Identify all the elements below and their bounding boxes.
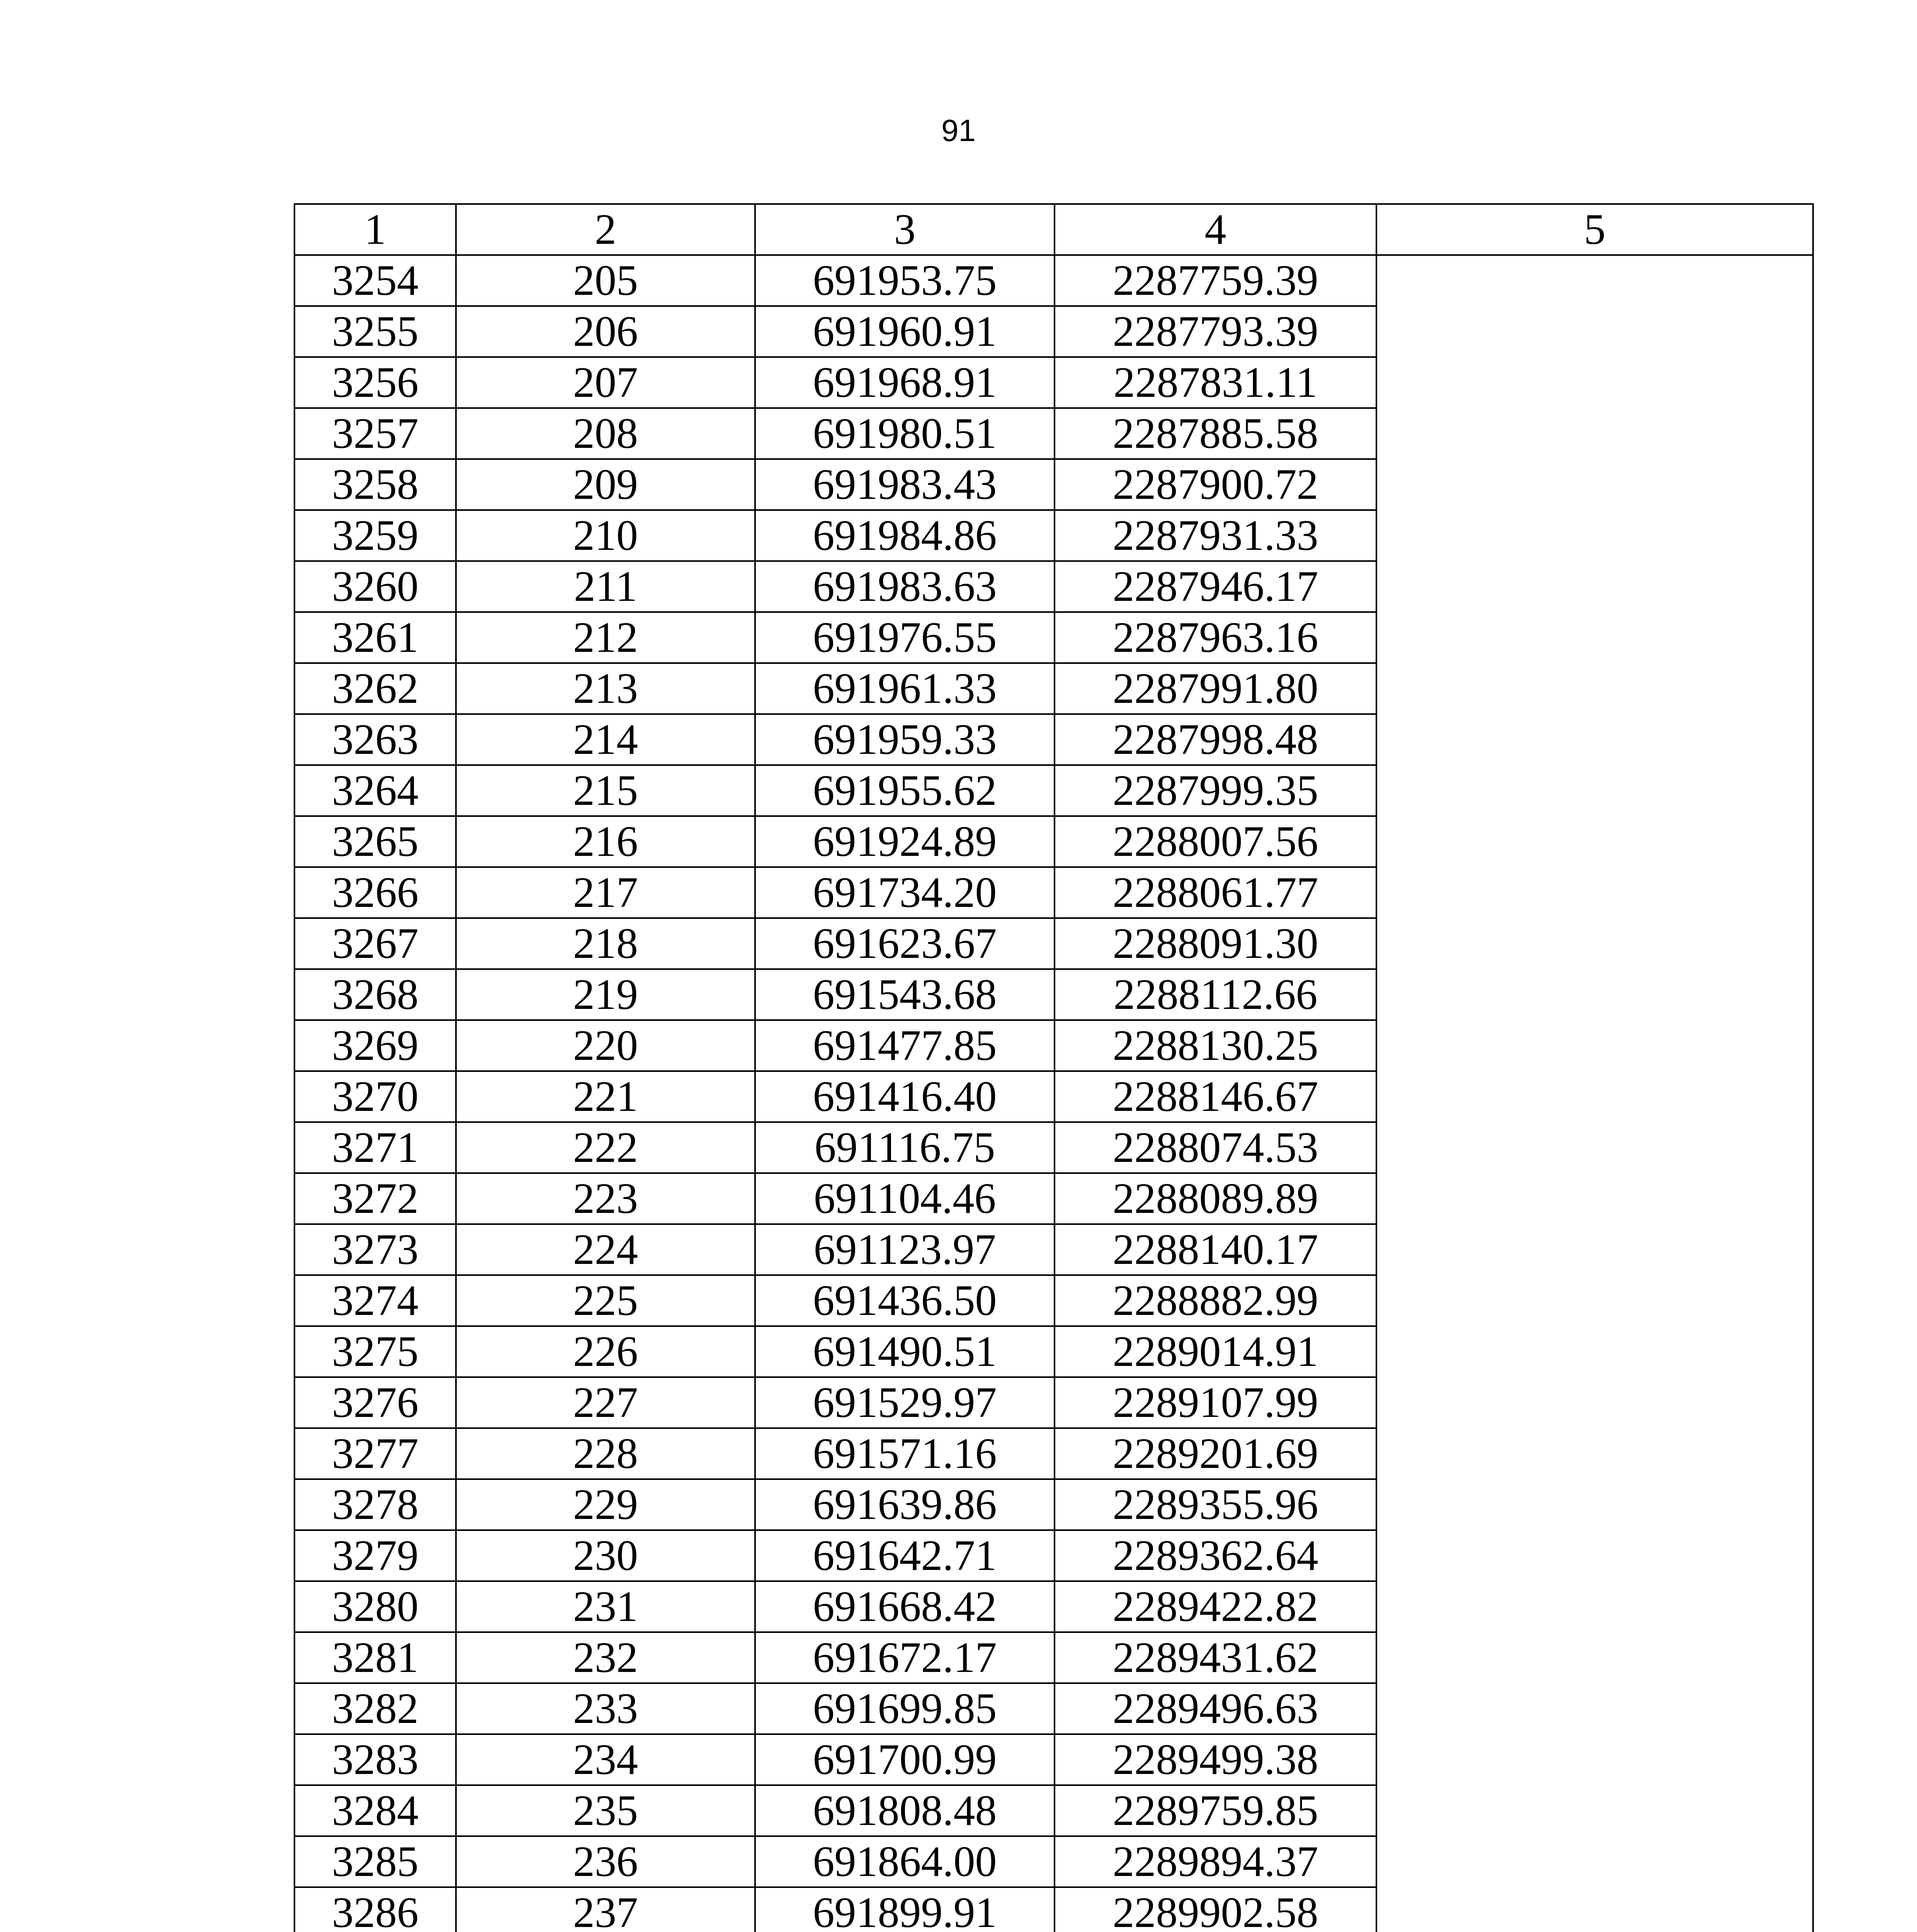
table-cell-col-1: 3261 bbox=[294, 612, 456, 663]
table-cell-col-4: 2289759.85 bbox=[1055, 1785, 1376, 1836]
table-cell-col-1: 3272 bbox=[294, 1173, 456, 1224]
table-cell-col-2: 226 bbox=[456, 1326, 755, 1377]
table-cell-col-1: 3264 bbox=[294, 765, 456, 816]
table-cell-col-2: 218 bbox=[456, 918, 755, 969]
table-cell-col-4: 2288061.77 bbox=[1055, 867, 1376, 918]
table-cell-col-1: 3263 bbox=[294, 714, 456, 765]
table-cell-col-2: 236 bbox=[456, 1836, 755, 1887]
table-cell-col-2: 222 bbox=[456, 1122, 755, 1173]
table-cell-col-3: 691543.68 bbox=[755, 969, 1055, 1020]
table-cell-col-4: 2287998.48 bbox=[1055, 714, 1376, 765]
table-cell-col-4: 2289362.64 bbox=[1055, 1530, 1376, 1581]
table-cell-col-4: 2289014.91 bbox=[1055, 1326, 1376, 1377]
table-cell-col-2: 235 bbox=[456, 1785, 755, 1836]
table-cell-col-1: 3276 bbox=[294, 1377, 456, 1428]
table-cell-col-1: 3260 bbox=[294, 561, 456, 612]
table-cell-col-4: 2288089.89 bbox=[1055, 1173, 1376, 1224]
table-cell-col-1: 3259 bbox=[294, 510, 456, 561]
table-cell-col-1: 3257 bbox=[294, 408, 456, 459]
table-cell-col-4: 2289499.38 bbox=[1055, 1734, 1376, 1785]
table-cell-col-2: 229 bbox=[456, 1479, 755, 1530]
header-col-2: 2 bbox=[456, 204, 755, 255]
table-cell-col-3: 691116.75 bbox=[755, 1122, 1055, 1173]
table-cell-col-4: 2289355.96 bbox=[1055, 1479, 1376, 1530]
table-cell-col-2: 227 bbox=[456, 1377, 755, 1428]
table-cell-col-1: 3283 bbox=[294, 1734, 456, 1785]
table-cell-col-3: 691668.42 bbox=[755, 1581, 1055, 1632]
table-cell-col-1: 3286 bbox=[294, 1887, 456, 1932]
table-cell-col-2: 221 bbox=[456, 1071, 755, 1122]
table-cell-col-1: 3275 bbox=[294, 1326, 456, 1377]
table-cell-col-3: 691477.85 bbox=[755, 1020, 1055, 1071]
table-cell-col-3: 691983.43 bbox=[755, 459, 1055, 510]
table-cell-col-1: 3256 bbox=[294, 357, 456, 408]
table-cell-col-1: 3270 bbox=[294, 1071, 456, 1122]
table-cell-col-4: 2289902.58 bbox=[1055, 1887, 1376, 1932]
page-number: 91 bbox=[941, 113, 976, 148]
table-cell-col-4: 2287793.39 bbox=[1055, 306, 1376, 357]
table-cell-col-3: 691123.97 bbox=[755, 1224, 1055, 1275]
table-cell-col-2: 210 bbox=[456, 510, 755, 561]
table-cell-col-2: 231 bbox=[456, 1581, 755, 1632]
table-cell-col-3: 691699.85 bbox=[755, 1683, 1055, 1734]
table-cell-col-1: 3268 bbox=[294, 969, 456, 1020]
table-cell-col-3: 691672.17 bbox=[755, 1632, 1055, 1683]
table-cell-col-4: 2288146.67 bbox=[1055, 1071, 1376, 1122]
table-cell-col-2: 220 bbox=[456, 1020, 755, 1071]
table-cell-col-4: 2289422.82 bbox=[1055, 1581, 1376, 1632]
table-cell-col-3: 691623.67 bbox=[755, 918, 1055, 969]
table-cell-col-3: 691529.97 bbox=[755, 1377, 1055, 1428]
table-cell-col-1: 3274 bbox=[294, 1275, 456, 1326]
table-cell-col-3: 691639.86 bbox=[755, 1479, 1055, 1530]
table-cell-col-3: 691953.75 bbox=[755, 255, 1055, 306]
header-col-1: 1 bbox=[294, 204, 456, 255]
table-cell-col-2: 233 bbox=[456, 1683, 755, 1734]
table-cell-col-2: 216 bbox=[456, 816, 755, 867]
table-cell-col-2: 213 bbox=[456, 663, 755, 714]
table-cell-col-4: 2287946.17 bbox=[1055, 561, 1376, 612]
table-cell-col-2: 225 bbox=[456, 1275, 755, 1326]
table-cell-col-4: 2288112.66 bbox=[1055, 969, 1376, 1020]
table-cell-col-2: 224 bbox=[456, 1224, 755, 1275]
table-cell-col-3: 691961.33 bbox=[755, 663, 1055, 714]
table-cell-col-2: 217 bbox=[456, 867, 755, 918]
table-cell-col-4: 2289496.63 bbox=[1055, 1683, 1376, 1734]
table-cell-col-2: 208 bbox=[456, 408, 755, 459]
table-cell-col-1: 3279 bbox=[294, 1530, 456, 1581]
header-col-5: 5 bbox=[1376, 204, 1813, 255]
table-cell-col-4: 2287759.39 bbox=[1055, 255, 1376, 306]
header-col-3: 3 bbox=[755, 204, 1055, 255]
table-cell-col-4: 2288007.56 bbox=[1055, 816, 1376, 867]
table-cell-col-1: 3280 bbox=[294, 1581, 456, 1632]
table-body bbox=[294, 255, 1813, 1932]
table-cell-col-4: 2289201.69 bbox=[1055, 1428, 1376, 1479]
table-cell-col-2: 212 bbox=[456, 612, 755, 663]
table-cell-col-4: 2288130.25 bbox=[1055, 1020, 1376, 1071]
table-cell-col-3: 691642.71 bbox=[755, 1530, 1055, 1581]
table-cell-col-2: 215 bbox=[456, 765, 755, 816]
table-cell-col-1: 3278 bbox=[294, 1479, 456, 1530]
table-cell-col-1: 3265 bbox=[294, 816, 456, 867]
table-cell-col-1: 3282 bbox=[294, 1683, 456, 1734]
table-cell-col-4: 2288140.17 bbox=[1055, 1224, 1376, 1275]
table-cell-col-1: 3284 bbox=[294, 1785, 456, 1836]
table-cell-col-4: 2288882.99 bbox=[1055, 1275, 1376, 1326]
table-cell-col-2: 234 bbox=[456, 1734, 755, 1785]
table-cell-col-4: 2287991.80 bbox=[1055, 663, 1376, 714]
table-cell-col-1: 3266 bbox=[294, 867, 456, 918]
table-cell-col-5 bbox=[1376, 255, 1813, 1932]
table-cell-col-4: 2289431.62 bbox=[1055, 1632, 1376, 1683]
header-col-4: 4 bbox=[1055, 204, 1376, 255]
table-cell-col-1: 3273 bbox=[294, 1224, 456, 1275]
table-cell-col-3: 691984.86 bbox=[755, 510, 1055, 561]
table-cell-col-4: 2288074.53 bbox=[1055, 1122, 1376, 1173]
table-cell-col-1: 3281 bbox=[294, 1632, 456, 1683]
table-cell-col-4: 2289107.99 bbox=[1055, 1377, 1376, 1428]
table-cell-col-4: 2287885.58 bbox=[1055, 408, 1376, 459]
table-cell-col-3: 691959.33 bbox=[755, 714, 1055, 765]
table-cell-col-2: 206 bbox=[456, 306, 755, 357]
table-cell-col-3: 691924.89 bbox=[755, 816, 1055, 867]
table-cell-col-3: 691734.20 bbox=[755, 867, 1055, 918]
table-cell-col-2: 219 bbox=[456, 969, 755, 1020]
table-cell-col-1: 3255 bbox=[294, 306, 456, 357]
table-cell-col-2: 211 bbox=[456, 561, 755, 612]
table-cell-col-3: 691571.16 bbox=[755, 1428, 1055, 1479]
table-cell-col-3: 691416.40 bbox=[755, 1071, 1055, 1122]
table-cell-col-1: 3258 bbox=[294, 459, 456, 510]
table-cell-col-4: 2287999.35 bbox=[1055, 765, 1376, 816]
table-cell-col-3: 691104.46 bbox=[755, 1173, 1055, 1224]
table-cell-col-3: 691490.51 bbox=[755, 1326, 1055, 1377]
table-cell-col-3: 691980.51 bbox=[755, 408, 1055, 459]
table-cell-col-2: 223 bbox=[456, 1173, 755, 1224]
table-cell-col-3: 691700.99 bbox=[755, 1734, 1055, 1785]
table-cell-col-2: 214 bbox=[456, 714, 755, 765]
table-header-row bbox=[294, 204, 1813, 255]
table-cell-col-1: 3267 bbox=[294, 918, 456, 969]
table-cell-col-1: 3269 bbox=[294, 1020, 456, 1071]
table-cell-col-1: 3262 bbox=[294, 663, 456, 714]
table-cell-col-4: 2287831.11 bbox=[1055, 357, 1376, 408]
table-cell-col-1: 3271 bbox=[294, 1122, 456, 1173]
table-cell-col-2: 232 bbox=[456, 1632, 755, 1683]
table-cell-col-3: 691436.50 bbox=[755, 1275, 1055, 1326]
table-cell-col-3: 691983.63 bbox=[755, 561, 1055, 612]
table-cell-col-1: 3254 bbox=[294, 255, 456, 306]
table-cell-col-3: 691808.48 bbox=[755, 1785, 1055, 1836]
table-cell-col-2: 209 bbox=[456, 459, 755, 510]
table-cell-col-2: 228 bbox=[456, 1428, 755, 1479]
table-cell-col-1: 3277 bbox=[294, 1428, 456, 1479]
table-cell-col-2: 205 bbox=[456, 255, 755, 306]
table-cell-col-4: 2287963.16 bbox=[1055, 612, 1376, 663]
table-cell-col-3: 691864.00 bbox=[755, 1836, 1055, 1887]
table-cell-col-2: 237 bbox=[456, 1887, 755, 1932]
table-row bbox=[294, 255, 1813, 306]
table-cell-col-3: 691976.55 bbox=[755, 612, 1055, 663]
table-cell-col-3: 691899.91 bbox=[755, 1887, 1055, 1932]
table-cell-col-4: 2287900.72 bbox=[1055, 459, 1376, 510]
table-cell-col-2: 230 bbox=[456, 1530, 755, 1581]
table-cell-col-4: 2288091.30 bbox=[1055, 918, 1376, 969]
coordinates-table bbox=[294, 203, 1814, 1932]
table-cell-col-2: 207 bbox=[456, 357, 755, 408]
table-cell-col-3: 691968.91 bbox=[755, 357, 1055, 408]
table-cell-col-4: 2287931.33 bbox=[1055, 510, 1376, 561]
table-cell-col-4: 2289894.37 bbox=[1055, 1836, 1376, 1887]
table-cell-col-3: 691960.91 bbox=[755, 306, 1055, 357]
table-cell-col-1: 3285 bbox=[294, 1836, 456, 1887]
table-cell-col-3: 691955.62 bbox=[755, 765, 1055, 816]
